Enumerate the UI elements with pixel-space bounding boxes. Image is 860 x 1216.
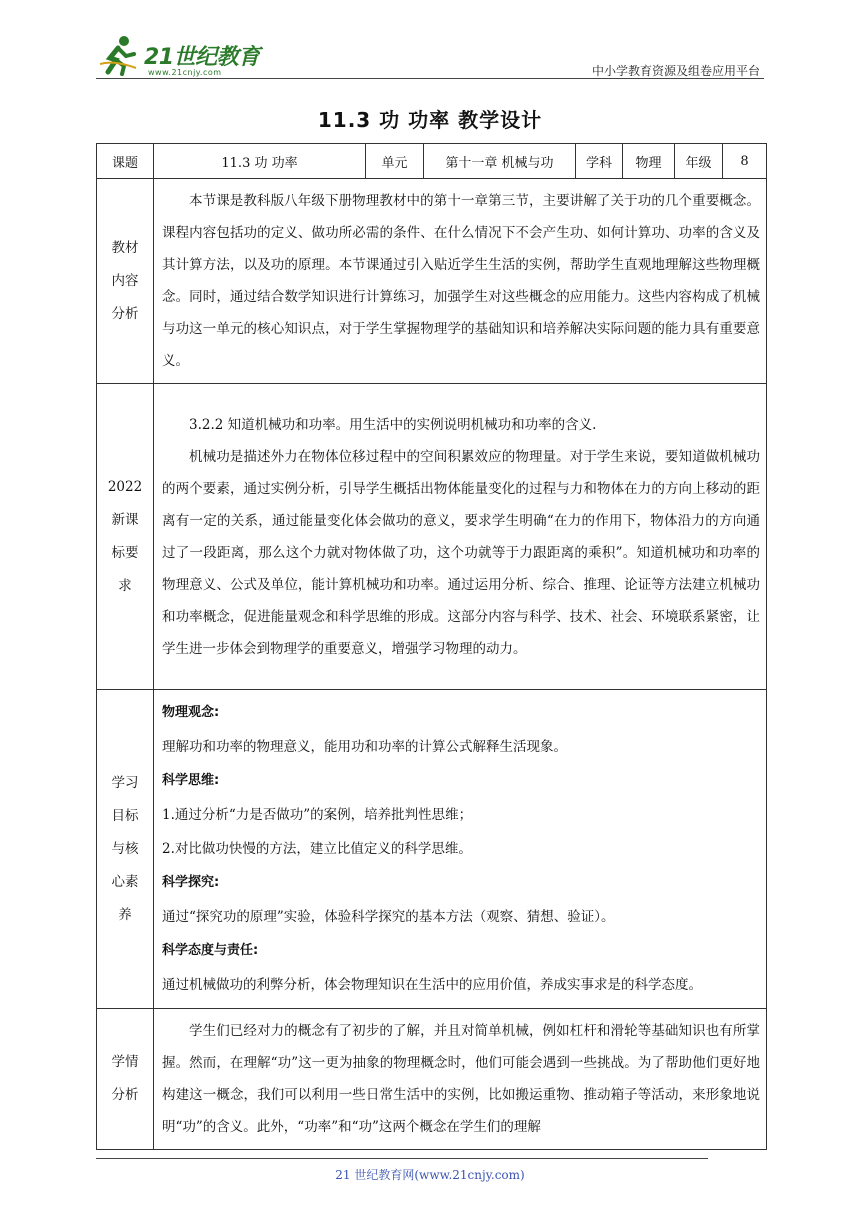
lesson-plan-table [96,143,767,1150]
student-analysis-label [97,1009,154,1150]
learning-goals-row [97,690,767,1009]
label-line: 内容 [111,272,139,289]
grade-label: 年级 [675,144,723,179]
platform-name: 中小学教育资源及组卷应用平台 [591,64,760,78]
label-line: 2022 [107,478,143,495]
subject-label: 学科 [576,144,623,179]
paragraph: 机械功是描述外力在物体位移过程中的空间积累效应的物理量。对于学生来说，要知道做机械功的两个要素，通过实例分析，引导学生概括出物体能量变化的过程与力和物体在力的方向上移动的距离有一定的关系，通过能量变化体会做功的意义，要求学生明确“在力的作用下，物体沿力的方向通过了一段距离，那么这个力就对物体做了功，这个功就等于力跟距离的乘积”。知道机械功和功率的物理意义、公式及单位，能计算机械功和功率。通过运用分析、综合、推理、论证等方法建立机械功和功率概念，促进能量观念和科学思维的形成。这部分内容与科学、技术、社会、环境联系紧密，让学生进一步体会到物理学的重要意义，增强学习物理的动力。 [162,448,760,657]
goal-text: 理解功和功率的物理意义，能用功和功率的计算公式解释生活现象。 [162,739,567,755]
unit-label: 单元 [366,144,424,179]
label-line: 心素 [111,873,139,890]
footer-link[interactable]: 21 世纪教育网(www.21cnjy.com) [335,1168,525,1182]
curriculum-standards-row [97,384,767,690]
label-line: 学习 [111,774,139,791]
goal-heading-physics-concept: 物理观念: [162,705,220,720]
paragraph: 3.2.2 知道机械功和功率。用生活中的实例说明机械功和功率的含义. [189,416,597,433]
goal-heading-scientific-thinking: 科学思维: [162,773,220,788]
label-line: 求 [118,577,132,594]
label-line: 教材 [111,239,139,256]
goal-heading-attitude: 科学态度与责任: [162,943,259,958]
logo-url: www.21cnjy.com [148,68,222,77]
table-header-row [97,144,767,179]
course-label: 课题 [97,144,154,179]
logo-text: 21世纪教育 [144,45,260,70]
learning-goals-label [97,690,154,1009]
site-logo[interactable] [96,34,266,78]
curriculum-standards-content [154,384,767,690]
goal-text: 通过“探究功的原理”实验，体验科学探究的基本方法（观察、猜想、验证）。 [162,909,615,925]
unit-value: 第十一章 机械与功 [424,144,576,179]
paragraph: 本节课是教科版八年级下册物理教材中的第十一章第三节，主要讲解了关于功的几个重要概念。课程内容包括功的定义、做功所必需的条件、在什么情况下不会产生功、如何计算功、功率的含义及其计算方法，以及功的原理。本节课通过引入贴近学生生活的实例，帮助学生直观地理解这些物理概念。同时，通过结合数学知识进行计算练习，加强学生对这些概念的应用能力。这些内容构成了机械与功这一单元的核心知识点，对于学生掌握物理学的基础知识和培养解决实际问题的能力具有重要意义。 [162,193,760,369]
student-analysis-content [154,1009,767,1150]
textbook-analysis-content [154,179,767,384]
textbook-analysis-label [97,179,154,384]
goal-text: 2.对比做功快慢的方法，建立比值定义的科学思维。 [162,841,472,857]
runner-icon [96,34,140,78]
label-line: 分析 [111,305,139,322]
curriculum-standards-label [97,384,154,690]
page-header [96,30,764,80]
grade-value: 8 [723,144,767,179]
goal-heading-scientific-inquiry: 科学探究: [162,875,220,890]
page-title: 11.3 功 功率 教学设计 [317,108,543,132]
goal-text: 1.通过分析“力是否做功”的案例，培养批判性思维； [162,807,473,823]
label-line: 目标 [111,807,139,824]
label-line: 分析 [111,1087,139,1103]
learning-goals-content [154,690,767,1009]
label-line: 与核 [111,840,139,857]
textbook-analysis-row [97,179,767,384]
header-divider [96,78,764,79]
student-analysis-row [97,1009,767,1150]
goal-text: 通过机械做功的利弊分析，体会物理知识在生活中的应用价值，养成实事求是的科学态度。 [162,977,702,993]
course-value: 11.3 功 功率 [154,144,366,179]
paragraph: 学生们已经对力的概念有了初步的了解，并且对简单机械，例如杠杆和滑轮等基础知识也有所掌握。然而，在理解“功”这一更为抽象的物理概念时，他们可能会遇到一些挑战。为了帮助他们更好地构建这一概念，我们可以利用一些日常生活中的实例，比如搬运重物、推动箱子等活动，来形象地说明“功”的含义。此外，“功率”和“功”这两个概念在学生们的理解 [162,1023,760,1135]
label-line: 学情 [111,1054,139,1070]
label-line: 新课 [111,511,139,528]
subject-value: 物理 [623,144,675,179]
footer-divider [96,1158,708,1159]
label-line: 标要 [111,544,139,561]
label-line: 养 [118,906,132,923]
